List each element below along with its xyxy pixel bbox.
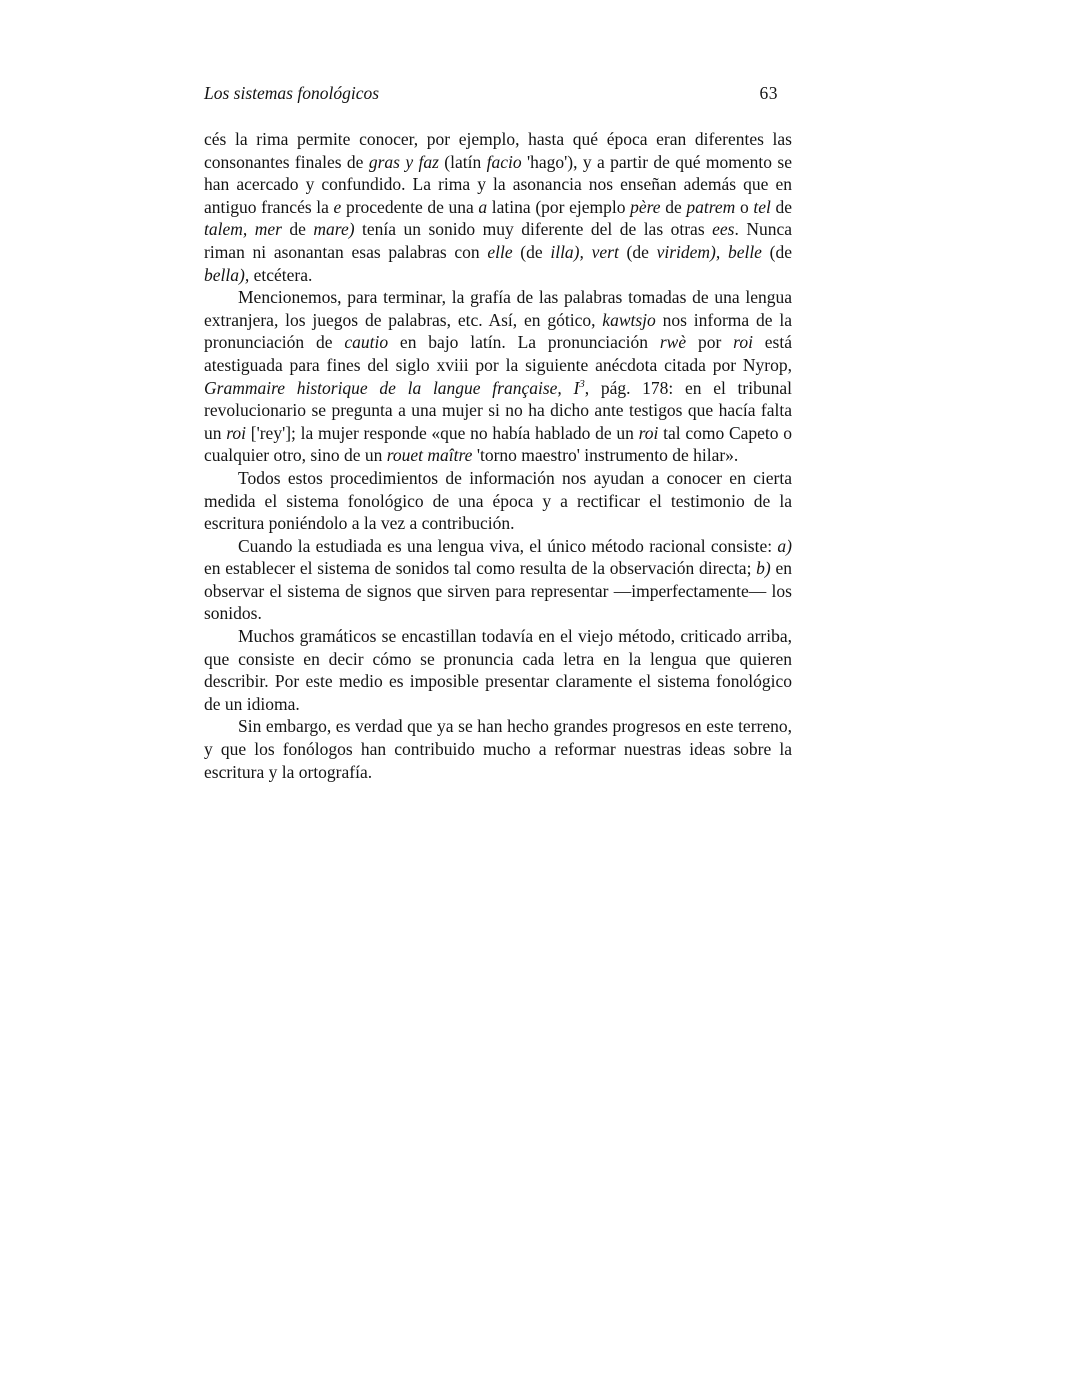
text-run: Mencionemos, para terminar, la grafía de las palabras tomadas de una lengua extranjera, los juegos de palabras, etc. Así, en gótico,: [204, 287, 792, 330]
italic-run: patrem: [686, 196, 736, 217]
italic-run: cautio: [344, 332, 389, 353]
text-run: cés la rima permite conocer, por ejemplo, hasta qué época eran diferentes las consonantes finales de: [204, 129, 792, 172]
page-header: [204, 82, 792, 104]
paragraph: [204, 715, 792, 783]
italic-run: bella),: [204, 264, 250, 285]
italic-run: viridem),: [656, 241, 721, 262]
text-run: de: [770, 196, 792, 217]
text-run: latina (por ejemplo: [487, 196, 631, 217]
italic-run: kawtsjo: [602, 309, 656, 330]
italic-run: rouet maître: [386, 445, 473, 466]
page-number: 63: [759, 83, 778, 103]
italic-run: rwè: [659, 332, 687, 353]
text-run: por: [686, 332, 734, 353]
text-run: procedente de una: [341, 196, 479, 217]
paragraph: [204, 467, 792, 535]
text-run: Sin embargo, es verdad que ya se han hecho grandes progresos en este terreno, y que los fonólogos han contribuido mucho a reformar nuestras ideas sobre la escritura y la ortografía.: [204, 716, 792, 782]
running-title: Los sistemas fonológicos: [204, 83, 380, 103]
text-run: en observar el sistema de signos que sirven para representar —imperfectamente— los sonidos.: [204, 558, 792, 624]
italic-run: 3: [579, 377, 585, 390]
text-run: [584, 242, 592, 262]
italic-run: Grammaire historique de la langue française, I: [204, 377, 580, 398]
paragraph: [204, 128, 792, 286]
text-run: tenía un sonido muy diferente del de las otras: [354, 219, 713, 240]
text-run: (de: [618, 241, 657, 262]
body-text: [204, 128, 792, 783]
italic-run: roi: [733, 332, 753, 353]
italic-run: père: [630, 196, 661, 217]
italic-run: roi: [226, 422, 247, 443]
text-run: . Nunca riman ni asonantan esas palabras con: [204, 219, 792, 262]
italic-run: b): [756, 558, 771, 579]
text-run: o: [735, 196, 754, 217]
text-run: de: [660, 196, 687, 217]
italic-run: elle: [487, 241, 513, 262]
text-run: está atestiguada para fines del siglo xviii por la siguiente anécdota citada por Nyrop,: [204, 332, 792, 375]
paragraph: [204, 625, 792, 715]
italic-run: belle: [727, 241, 762, 262]
text-run: de: [281, 219, 314, 240]
italic-run: a): [777, 535, 792, 556]
italic-run: tel: [753, 196, 771, 217]
text-run: nos informa de la pronunciación de: [204, 309, 792, 353]
italic-run: roi: [638, 422, 659, 443]
italic-run: gras y faz: [368, 151, 439, 172]
text-run: en establecer el sistema de sonidos tal como resulta de la observación directa;: [204, 558, 757, 579]
text-run: Muchos gramáticos se encastillan todavía en el viejo método, criticado arriba, que consiste en decir cómo se pronuncia cada letra en la lengua que quieren describir. Por este medio es imposible presentar claramente el sistema fonológico de un idioma.: [204, 626, 792, 714]
text-run: [720, 242, 728, 262]
text-run: 'hago'), y a partir de qué momento se han acercado y confundido. La rima y la asonancia nos enseñan además que en antiguo francés la: [204, 151, 792, 217]
text-run: etcétera.: [249, 264, 313, 285]
italic-run: talem, mer: [204, 219, 282, 240]
italic-run: a: [478, 196, 488, 217]
text-run: (latín: [438, 151, 487, 172]
italic-run: illa),: [550, 241, 584, 262]
paragraph: [204, 286, 792, 467]
text-run: (de: [512, 241, 551, 262]
text-run: tal como Capeto o cualquier otro, sino de un: [204, 422, 792, 466]
italic-run: facio: [486, 151, 522, 172]
text-run: en bajo latín. La pronunciación: [388, 332, 660, 353]
text-run: 'torno maestro' instrumento de hilar».: [472, 445, 739, 466]
italic-run: vert: [591, 241, 619, 262]
text-run: Cuando la estudiada es una lengua viva, el único método racional consiste:: [238, 535, 778, 556]
text-block: [204, 82, 792, 783]
italic-run: mare): [313, 219, 355, 240]
italic-run: e: [333, 196, 342, 217]
text-run: (de: [761, 241, 792, 262]
text-run: ['rey']; la mujer responde «que no había hablado de un: [246, 422, 639, 443]
italic-run: ees: [712, 219, 735, 240]
paragraph: [204, 535, 792, 625]
text-run: Todos estos procedimientos de información nos ayudan a conocer en cierta medida el sistema fonológico de una época y a rectificar el testimonio de la escritura poniéndolo a la vez a contribución.: [204, 467, 792, 534]
text-run: , pág. 178: en el tribunal revolucionario se pregunta a una mujer si no ha dicho ante testigos que hacía falta un: [204, 377, 792, 443]
